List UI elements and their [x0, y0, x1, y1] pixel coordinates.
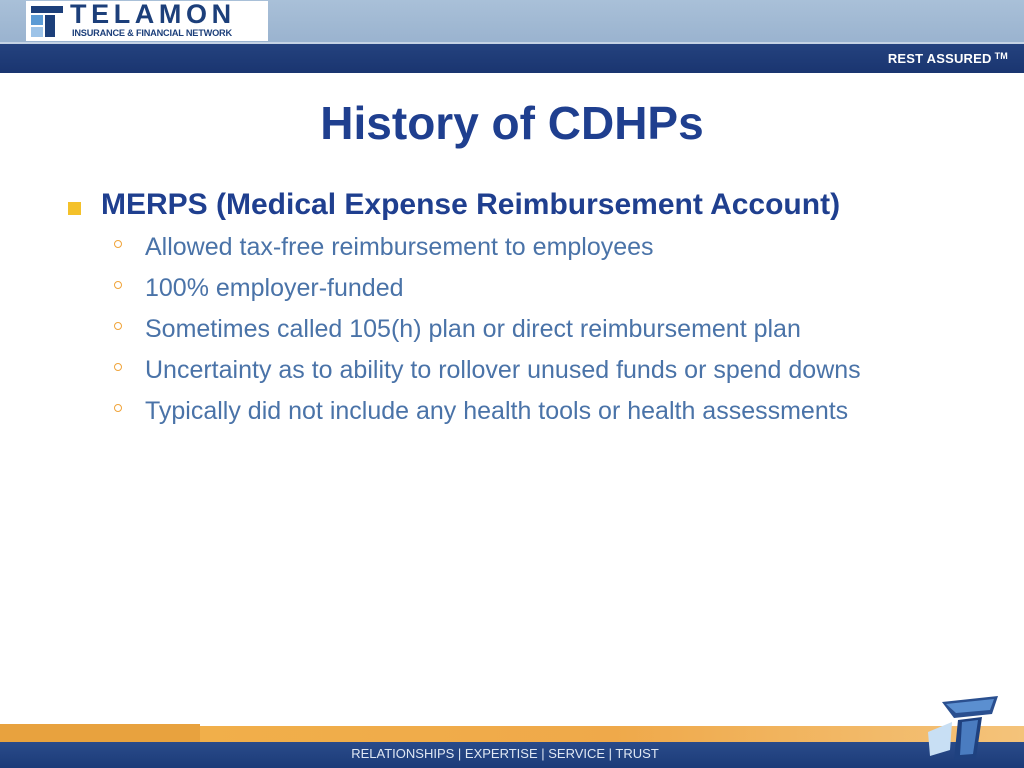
- sub-bullet-list: [0, 233, 1024, 438]
- header-top-band: [0, 0, 1024, 42]
- tagline: [888, 51, 1008, 66]
- sub-bullet-text: Allowed tax-free reimbursement to employees: [145, 233, 654, 261]
- ring-bullet-icon: [114, 404, 122, 412]
- footer-blue-band: [0, 742, 1024, 768]
- footer-values-text: RELATIONSHIPS | EXPERTISE | SERVICE | TRUST: [351, 746, 659, 761]
- trademark-mark: TM: [994, 51, 1008, 61]
- ring-bullet-icon: [114, 322, 122, 330]
- list-item: [0, 315, 1024, 356]
- slide-title: History of CDHPs: [320, 97, 704, 149]
- logo-subtitle: INSURANCE & FINANCIAL NETWORK: [72, 28, 232, 38]
- list-item: [0, 274, 1024, 315]
- sub-bullet-text: Sometimes called 105(h) plan or direct reimbursement plan: [145, 315, 801, 343]
- header-nav-band: [0, 42, 1024, 73]
- ring-bullet-icon: [114, 363, 122, 371]
- telamon-logo-icon: [30, 4, 64, 38]
- tagline-text: REST ASSURED: [887, 51, 992, 66]
- ring-bullet-icon: [114, 240, 122, 248]
- telamon-corner-logo-icon: [924, 692, 1004, 764]
- logo-wordmark: TELAMON: [70, 0, 236, 29]
- telamon-logo: [26, 1, 268, 41]
- ring-bullet-icon: [114, 281, 122, 289]
- list-item: [0, 233, 1024, 274]
- square-bullet-icon: [68, 202, 81, 215]
- main-bullet-text: MERPS (Medical Expense Reimbursement Account): [101, 188, 841, 221]
- list-item: [0, 397, 1024, 438]
- sub-bullet-text: Typically did not include any health tools or health assessments: [145, 397, 849, 425]
- sub-bullet-text: 100% employer-funded: [145, 274, 404, 302]
- footer-orange-accent: [0, 724, 200, 742]
- list-item: [0, 356, 1024, 397]
- sub-bullet-text: Uncertainty as to ability to rollover unused funds or spend downs: [145, 356, 861, 384]
